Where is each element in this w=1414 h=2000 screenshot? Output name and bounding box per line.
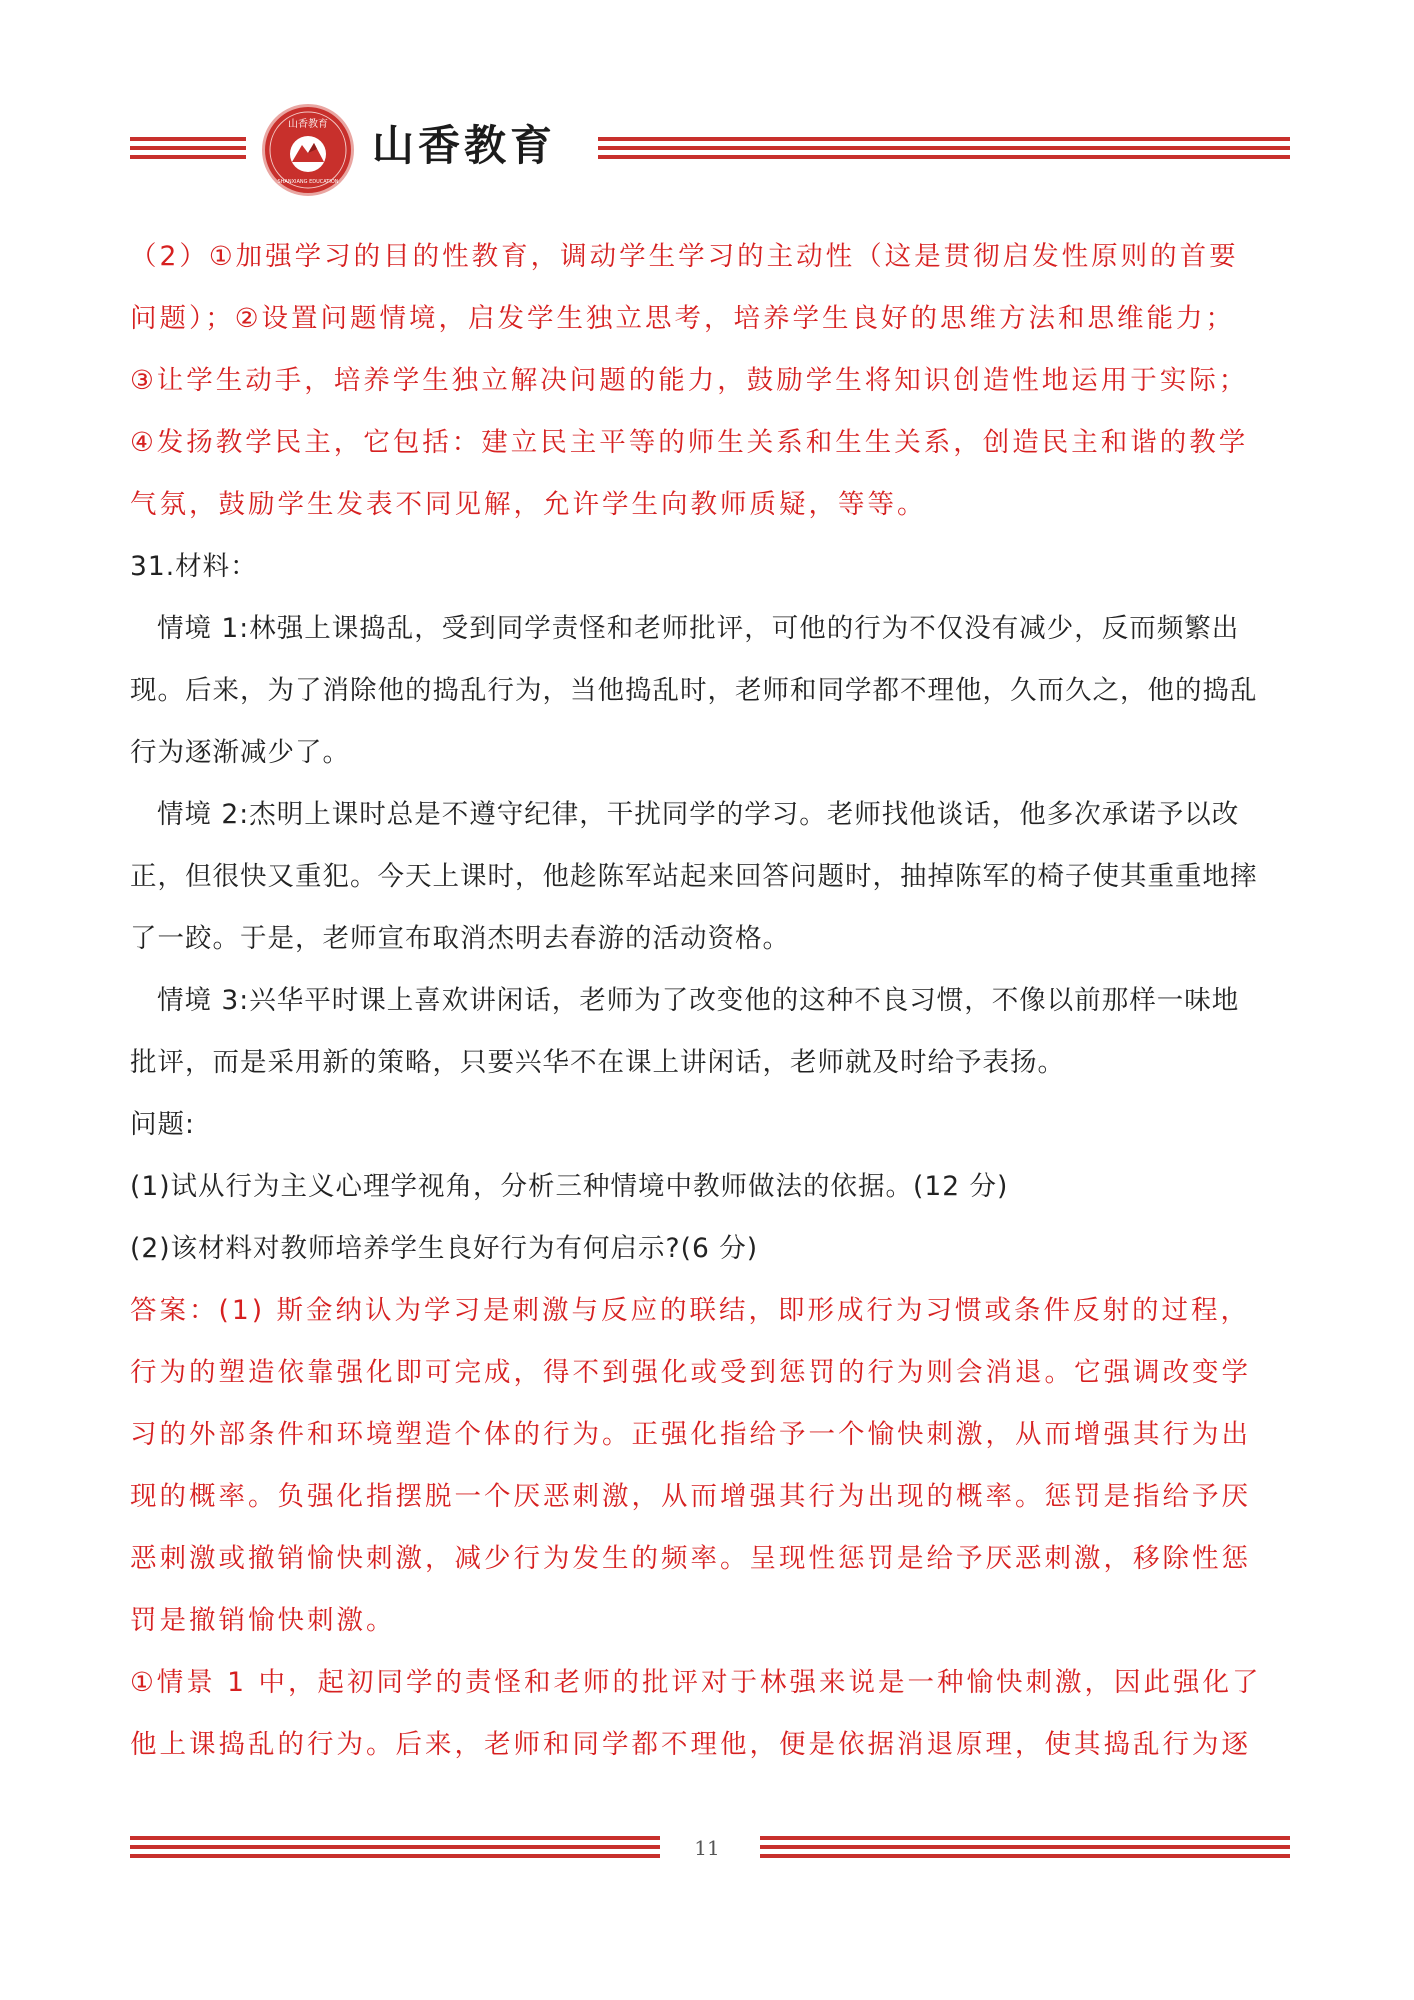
- answer-line: 行为的塑造依靠强化即可完成，得不到强化或受到惩罚的行为则会消退。它强调改变学: [130, 1357, 1251, 1388]
- answer-line: 他上课捣乱的行为。后来，老师和同学都不理他，便是依据消退原理，使其捣乱行为逐: [130, 1729, 1251, 1760]
- question-31: [130, 536, 1290, 1280]
- scene-3-line: 批评，而是采用新的策略，只要兴华不在课上讲闲话，老师就及时给予表扬。: [130, 1047, 1065, 1078]
- answer-line: 气氛，鼓励学生发表不同见解，允许学生向教师质疑，等等。: [130, 489, 927, 520]
- sub-question-1: (1)试从行为主义心理学视角，分析三种情境中教师做法的依据。(12 分): [130, 1171, 1009, 1202]
- footer-rule-right: [760, 1836, 1290, 1858]
- logo-ring-text: 山香教育: [288, 119, 328, 130]
- question-prompt-label: 问题:: [130, 1109, 195, 1140]
- scene-2-line: 情境 2:杰明上课时总是不遵守纪律，干扰同学的学习。老师找他谈话，他多次承诺予以改: [157, 799, 1240, 830]
- scene-2-line: 正，但很快又重犯。今天上课时，他趁陈军站起来回答问题时，抽掉陈军的椅子使其重重地摔: [130, 861, 1258, 892]
- scene-1-line: 行为逐渐减少了。: [130, 737, 350, 768]
- answer-line: ①情景 1 中，起初同学的责怪和老师的批评对于林强来说是一种愉快刺激，因此强化了: [130, 1667, 1262, 1698]
- answer-line: 罚是撤销愉快刺激。: [130, 1605, 396, 1636]
- brand-title: 山香教育: [372, 121, 557, 170]
- answer-line: ③让学生动手，培养学生独立解决问题的能力，鼓励学生将知识创造性地运用于实际；: [130, 365, 1249, 396]
- answer-31: [130, 1280, 1290, 1776]
- answer-line: 习的外部条件和环境塑造个体的行为。正强化指给予一个愉快刺激，从而增强其行为出: [130, 1419, 1251, 1450]
- logo-sub-text: SHANXIANG EDUCATION: [277, 179, 339, 185]
- sub-question-2: (2)该材料对教师培养学生良好行为有何启示?(6 分): [130, 1233, 759, 1264]
- scene-1-line: 现。后来，为了消除他的捣乱行为，当他捣乱时，老师和同学都不理他，久而久之，他的捣乱: [130, 675, 1258, 706]
- document-body: [130, 226, 1290, 1776]
- header-rule-right: [598, 137, 1290, 159]
- previous-answer: [130, 226, 1290, 536]
- answer-line: 答案：(1) 斯金纳认为学习是刺激与反应的联结，即形成行为习惯或条件反射的过程，: [130, 1295, 1250, 1326]
- answer-line: ④发扬教学民主，它包括：建立民主平等的师生关系和生生关系，创造民主和谐的教学: [130, 427, 1249, 458]
- page-number: 11: [694, 1836, 720, 1860]
- header-rule-left: [130, 137, 246, 159]
- scene-3-line: 情境 3:兴华平时课上喜欢讲闲话，老师为了改变他的这种不良习惯，不像以前那样一味地: [157, 985, 1240, 1016]
- scene-1-line: 情境 1:林强上课捣乱，受到同学责怪和老师批评，可他的行为不仅没有减少，反而频繁出: [157, 613, 1240, 644]
- answer-line: 问题）；②设置问题情境，启发学生独立思考，培养学生良好的思维方法和思维能力；: [130, 303, 1236, 334]
- brand-logo: [262, 104, 354, 196]
- answer-line: 恶刺激或撤销愉快刺激，减少行为发生的频率。呈现性惩罚是给予厌恶刺激，移除性惩: [130, 1543, 1251, 1574]
- question-title: 31.材料：: [130, 551, 258, 582]
- answer-line: （2）①加强学习的目的性教育，调动学生学习的主动性（这是贯彻启发性原则的首要: [130, 241, 1239, 272]
- answer-line: 现的概率。负强化指摆脱一个厌恶刺激，从而增强其行为出现的概率。惩罚是指给予厌: [130, 1481, 1251, 1512]
- scene-2-line: 了一跤。于是，老师宣布取消杰明去春游的活动资格。: [130, 923, 790, 954]
- footer-rule-left: [130, 1836, 660, 1858]
